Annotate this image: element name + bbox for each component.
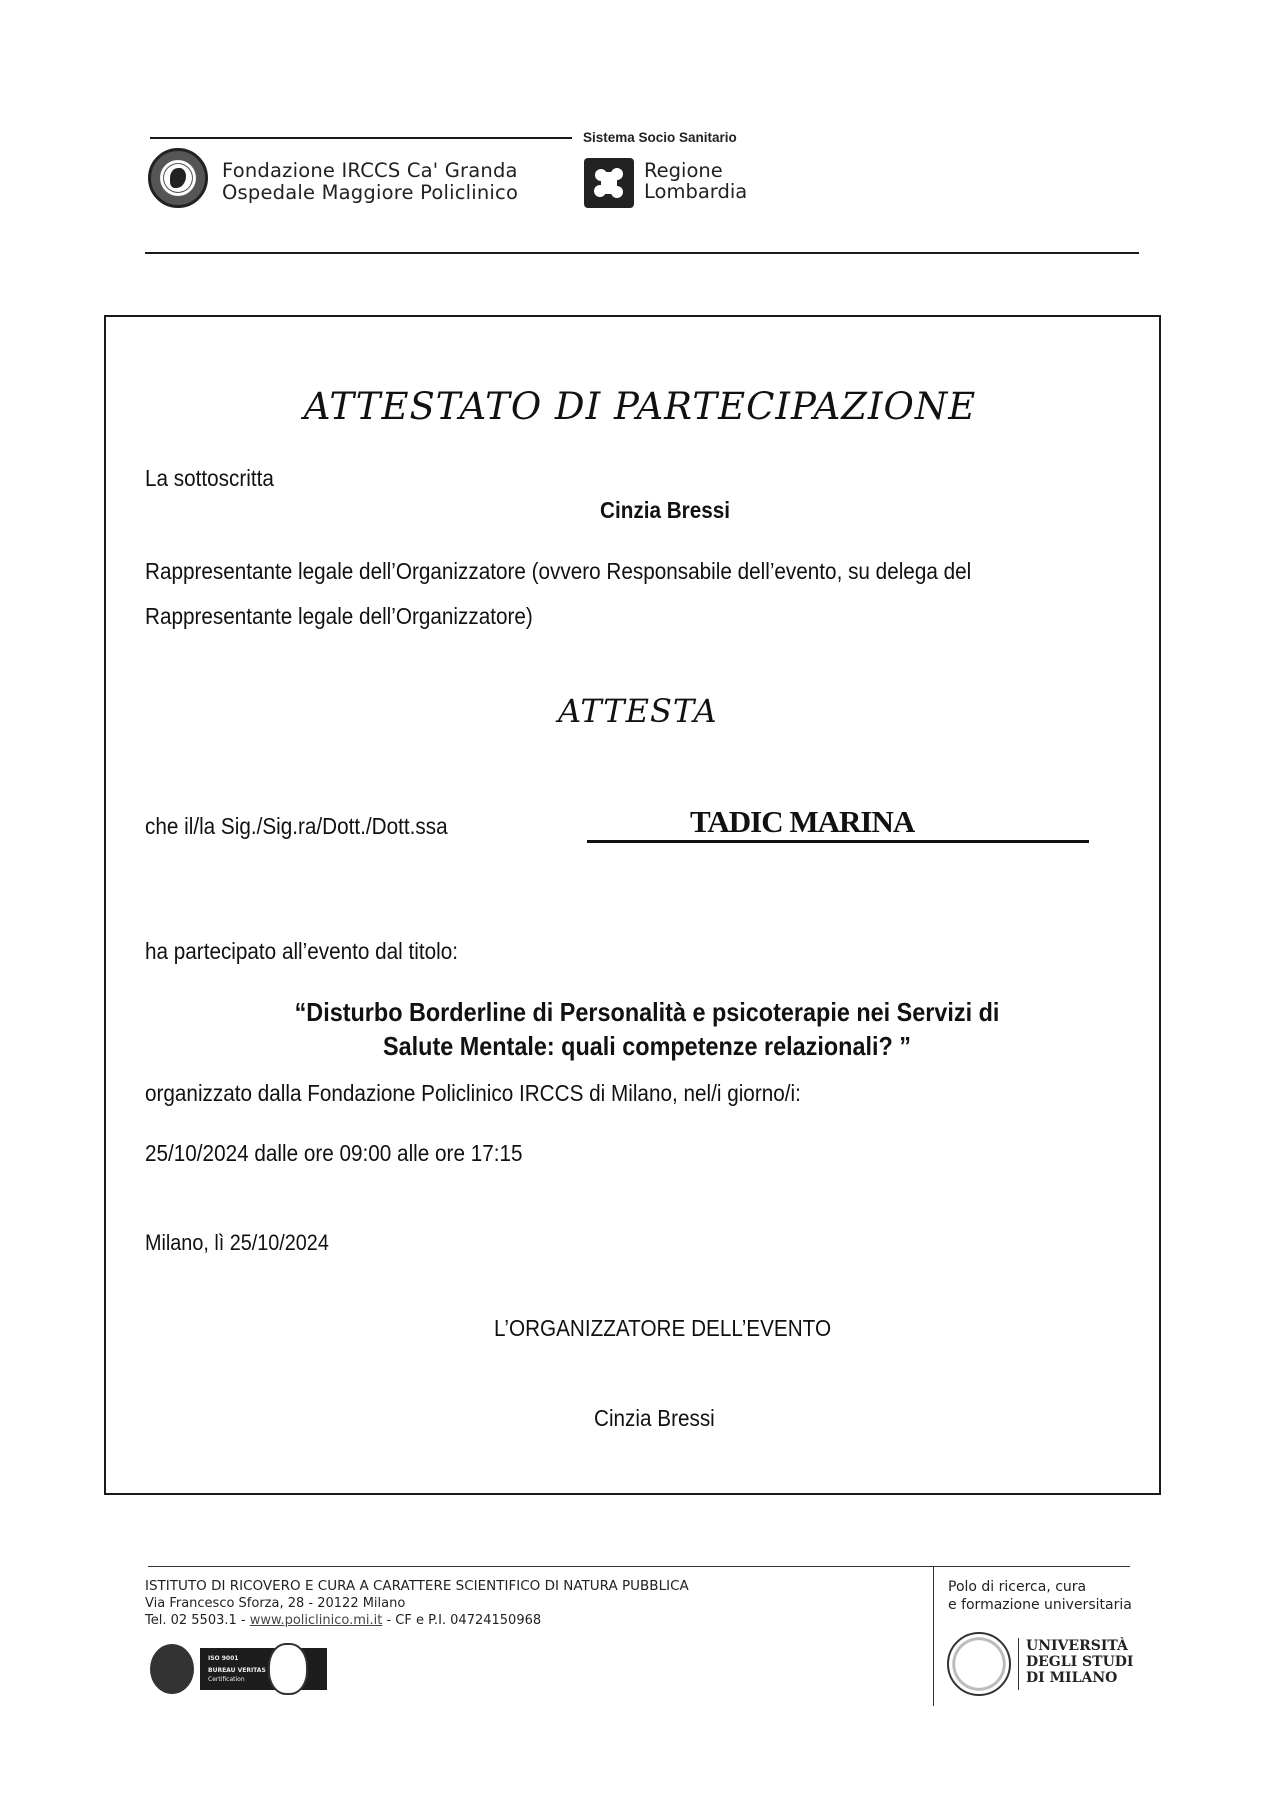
polo-line1: Polo di ricerca, cura bbox=[948, 1579, 1087, 1595]
regione-lombardia-cross-icon bbox=[584, 158, 634, 208]
footer-address: Via Francesco Sforza, 28 - 20122 Milano bbox=[145, 1596, 406, 1611]
polo-line2: e formazione universitaria bbox=[948, 1597, 1132, 1613]
footer-tel: Tel. 02 5503.1 - bbox=[145, 1613, 250, 1628]
region-name-line1: Regione bbox=[644, 159, 723, 182]
intro-text: La sottoscritta bbox=[145, 465, 274, 491]
role-line-2: Rappresentante legale dell’Organizzatore) bbox=[145, 603, 533, 629]
ca-granda-seal-icon bbox=[148, 148, 208, 208]
bureau-veritas-seal-icon bbox=[268, 1643, 308, 1695]
event-title-line1: “Disturbo Borderline di Personalità e psicoterapie nei Servizi di bbox=[294, 997, 1000, 1027]
footer-institute: ISTITUTO DI RICOVERO E CURA A CARATTERE SCIENTIFICO DI NATURA PUBBLICA bbox=[145, 1578, 689, 1594]
polo-text bbox=[948, 1578, 1132, 1614]
organized-by: organizzato dalla Fondazione Policlinico IRCCS di Milano, nel/i giorno/i: bbox=[145, 1080, 801, 1106]
organizer-name: Cinzia Bressi bbox=[594, 1405, 715, 1431]
cert-badge-line2: BUREAU VERITAS bbox=[208, 1667, 266, 1674]
foundation-name-line1: Fondazione IRCCS Ca' Granda bbox=[222, 159, 518, 182]
place-date: Milano, lì 25/10/2024 bbox=[145, 1230, 329, 1255]
participant-name: TADIC MARINA bbox=[690, 804, 915, 839]
unimi-seal-icon bbox=[947, 1632, 1011, 1696]
header-top-rule bbox=[150, 137, 572, 139]
participant-prefix: che il/la Sig./Sig.ra/Dott./Dott.ssa bbox=[145, 813, 448, 839]
university-line2: DEGLI STUDI bbox=[1026, 1654, 1134, 1670]
certificate-title: ATTESTATO DI PARTECIPAZIONE bbox=[303, 385, 977, 428]
role-line-1: Rappresentante legale dell’Organizzatore (ovvero Responsabile dell’evento, su delega del bbox=[145, 558, 972, 584]
footer-top-rule bbox=[148, 1566, 1130, 1567]
system-label: Sistema Socio Sanitario bbox=[583, 130, 737, 145]
event-title-line2: Salute Mentale: quali competenze relazionali? ” bbox=[383, 1031, 911, 1061]
header-bottom-rule bbox=[145, 252, 1139, 254]
foundation-name-line2: Ospedale Maggiore Policlinico bbox=[222, 181, 519, 204]
region-name-line2: Lombardia bbox=[644, 180, 748, 203]
footer-divider bbox=[933, 1566, 934, 1706]
organizer-label: L’ORGANIZZATORE DELL’EVENTO bbox=[494, 1315, 832, 1341]
university-line3: DI MILANO bbox=[1026, 1670, 1118, 1686]
foundation-name bbox=[222, 160, 518, 204]
event-intro: ha partecipato all’evento dal titolo: bbox=[145, 938, 459, 964]
footer-website-link[interactable]: www.policlinico.mi.it bbox=[249, 1613, 383, 1628]
cert-badge-line3: Certification bbox=[208, 1676, 245, 1683]
participant-name-underline bbox=[587, 840, 1089, 843]
footer-tax-id: - CF e P.I. 04724150968 bbox=[382, 1613, 542, 1628]
signatory-name: Cinzia Bressi bbox=[600, 497, 731, 523]
attesta-heading: ATTESTA bbox=[558, 692, 718, 730]
event-schedule: 25/10/2024 dalle ore 09:00 alle ore 17:15 bbox=[145, 1140, 523, 1166]
university-name bbox=[1026, 1638, 1133, 1686]
accredia-logo-icon bbox=[150, 1644, 194, 1694]
university-line1: UNIVERSITÀ bbox=[1026, 1638, 1128, 1654]
event-title bbox=[120, 995, 1120, 1063]
footer-contacts bbox=[145, 1612, 541, 1629]
region-name bbox=[644, 160, 747, 202]
cert-badge-line1: ISO 9001 bbox=[208, 1655, 239, 1662]
unimi-divider bbox=[1018, 1638, 1019, 1690]
